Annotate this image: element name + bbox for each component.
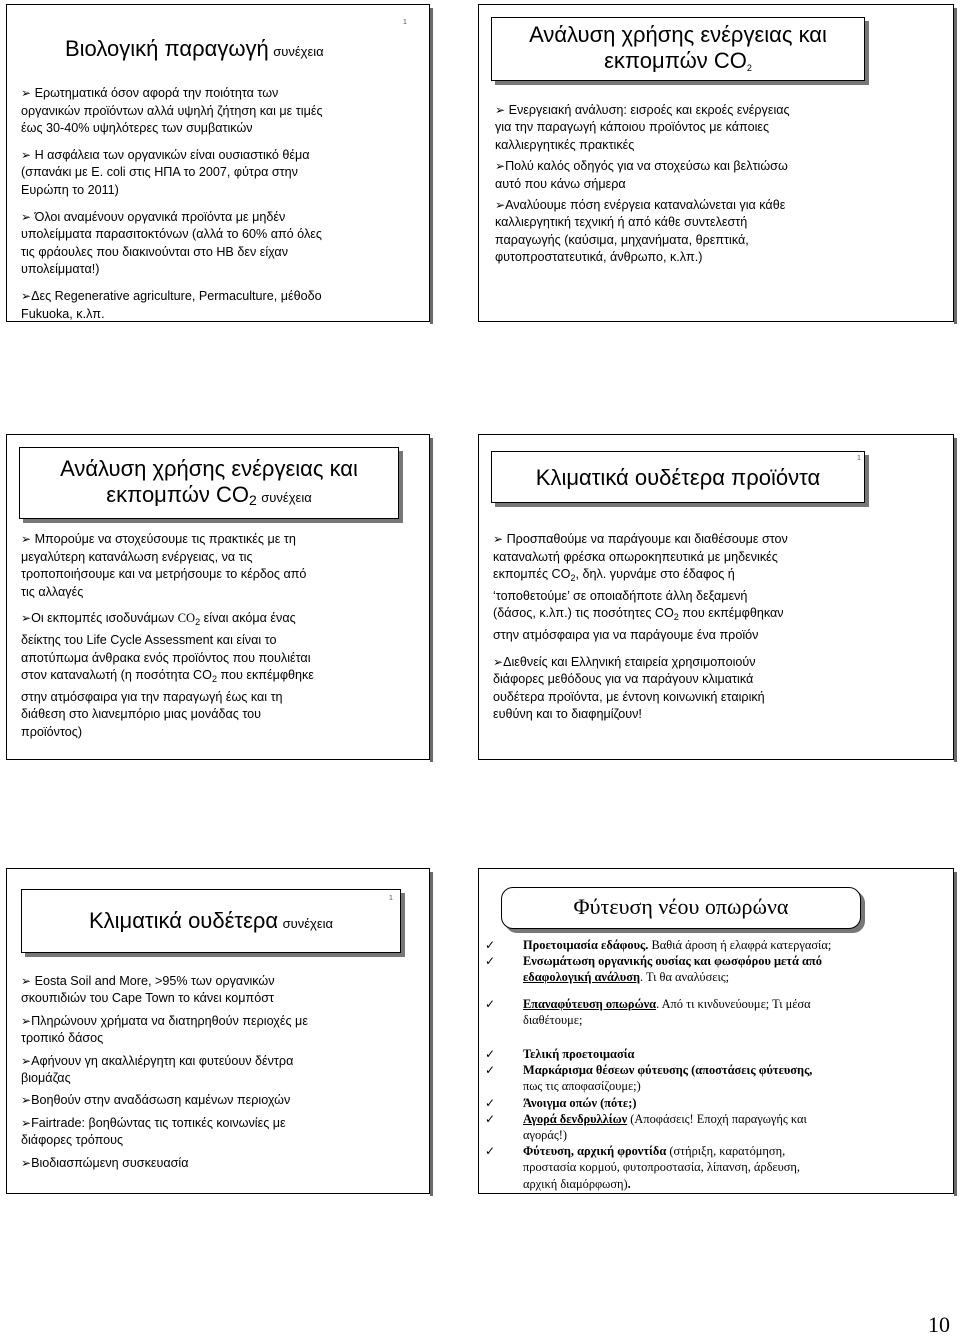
slide-mark: 1 bbox=[403, 19, 407, 26]
bullet: ➢Πολύ καλός οδηγός για να στοχεύσω και βελτιώσω bbox=[495, 159, 788, 174]
slide-mark: 1 bbox=[389, 895, 393, 902]
slide-3-body: ➢ Μπορούμε να στοχεύσουμε τις πρακτικές με τη μεγαλύτερη κατανάλωση ενέργειας, να τις τροποποιήσουμε και να μετρήσουμε το κέρδος από τις αλλαγές ➢Οι εκπομπές ισοδυνάμων $CO_2$ είναι ακόμα ένας δείκτης του Life Cycle Assessment και είναι το αποτύπωμα άνθρακα ενός προϊόντος που πουλιέται στον καταναλωτή (η ποσότητα $CO_2$ που εκπέμφθηκε στην ατμόσφαιρα για την παραγωγή έως και τη διάθεση στο λιανεμπόριο μιας μονάδας του προϊόντος) bbox=[21, 531, 421, 742]
bullet: ➢ Eosta Soil and More, >95% των οργανικών bbox=[21, 974, 275, 988]
bullet: ➢Βιοδιασπώμενη συσκευασία bbox=[21, 1155, 189, 1170]
bullet: ➢ Ερωτηματικά όσον αφορά την ποιότητα των bbox=[21, 86, 279, 100]
arrow-bullet-icon: ➢ bbox=[21, 611, 32, 626]
arrow-bullet-icon: ➢ bbox=[21, 974, 32, 988]
bullet: ➢Πληρώνουν χρήματα να διατηρηθούν περιοχές με bbox=[21, 1013, 308, 1028]
checkmark-icon: ✓ bbox=[485, 1111, 496, 1126]
bullet: ➢ Προσπαθούμε να παράγουμε και διαθέσουμε στον bbox=[493, 532, 788, 546]
check-item: ✓ Επαναφύτευση οπωρώνα. Από τι κινδυνεύουμε; Τι μέσα διαθέτουμε; bbox=[485, 996, 811, 1027]
arrow-bullet-icon: ➢ bbox=[21, 147, 32, 162]
slide-5-body: ➢ Eosta Soil and More, >95% των οργανικών σκουπιδιών του Cape Town το κάνει κομπόστ ➢Πληρώνουν χρήματα να διατηρηθούν περιοχές με τροπικό δάσος ➢Αφήνουν γη ακαλλιέργητη και φυτεύουν δέντρα βιομάζας ➢Βοηθούν στην αναδάσωση καμένων περιοχών ➢Fairtrade: βοηθώντας τις τοπικές κοινωνίες με διάφορες τρόπους ➢Βιοδιασπώμενη συσκευασία bbox=[21, 973, 421, 1172]
slide-1-body: ➢ Ερωτηματικά όσον αφορά την ποιότητα των οργανικών προϊόντων αλλά υψηλή ζήτηση και με τιμές έως 30-40% υψηλότερες των συμβατικών ➢ Η ασφάλεια των οργανικών είναι ουσιαστικό θέμα (σπανάκι με E. coli στις ΗΠΑ το 2007, φύτρα στην Ευρώπη το 2011) ➢ Όλοι αναμένουν οργανικά προϊόντα με μηδέν υπολείμματα παρασιτοκτόνων (αλλά το 60% από όλες τις φράουλες που διακινούνται στο ΗΒ δεν είχαν υπολείμματα!) ➢Δες Regenerative agriculture, Permaculture, μέθοδο Fukuoka, κ.λπ. bbox=[21, 85, 421, 322]
slide-4-title-text: Κλιματικά ουδέτερα προϊόντα bbox=[535, 465, 821, 490]
arrow-bullet-icon: ➢ bbox=[495, 198, 506, 213]
check-item: ✓ Προετοιμασία εδάφους. Βαθιά άροση ή ελαφρά κατεργασία; bbox=[485, 938, 832, 952]
arrow-bullet-icon: ➢ bbox=[495, 103, 506, 117]
bullet: ➢Οι εκπομπές ισοδυνάμων $CO_2$ είναι ακόμα ένας bbox=[21, 611, 296, 628]
check-item: ✓ Τελική προετοιμασία bbox=[485, 1047, 635, 1062]
slide-2 bbox=[478, 4, 954, 322]
check-item: ✓ Ενσωμάτωση οργανικής ουσίας και φωσφόρου μετά από εδαφολογική ανάλυση. Τι θα αναλύσεις; bbox=[485, 954, 822, 985]
slide-2-body: ➢ Ενεργειακή ανάλυση: εισροές και εκροές ενέργειας για την παραγωγή κάποιου προϊόντος με κάποιες καλλιεργητικές πρακτικές ➢Πολύ καλός οδηγός για να στοχεύσω και βελτιώσω αυτό που κάνω σήμερα ➢Αναλύουμε πόση ενέργεια καταναλώνεται για κάθε καλλιεργητική τεχνική ή από κάθε συντελεστή παραγωγής (καύσιμα, μηχανήματα, θρεπτικά, φυτοπροστατευτικά, άνθρωπο, κ.λπ.) bbox=[495, 102, 915, 267]
arrow-bullet-icon: ➢ bbox=[21, 209, 32, 224]
slide-5-title bbox=[21, 889, 401, 953]
arrow-bullet-icon: ➢ bbox=[495, 159, 506, 174]
arrow-bullet-icon: ➢ bbox=[493, 654, 504, 669]
slide-5 bbox=[6, 868, 430, 1194]
bullet: ➢ Η ασφάλεια των οργανικών είναι ουσιαστικό θέμα bbox=[21, 147, 310, 162]
check-item: ✓ Αγορά δενδρυλλίων (Αποφάσεις! Εποχή παραγωγής και αγοράς!) bbox=[485, 1111, 807, 1143]
arrow-bullet-icon: ➢ bbox=[21, 532, 32, 546]
bullet: ➢Αφήνουν γη ακαλλιέργητη και φυτεύουν δέντρα bbox=[21, 1053, 294, 1068]
checkmark-icon: ✓ bbox=[485, 1047, 496, 1062]
slide-2-title-line1: Ανάλυση χρήσης ενέργειας και bbox=[529, 22, 827, 47]
checkmark-icon: ✓ bbox=[485, 938, 496, 952]
bullet: ➢Fairtrade: βοηθώντας τις τοπικές κοινωνίες με bbox=[21, 1115, 286, 1130]
bullet: ➢ Μπορούμε να στοχεύσουμε τις πρακτικές με τη bbox=[21, 532, 296, 546]
bullet: ➢Διεθνείς και Ελληνική εταιρεία χρησιμοποιούν bbox=[493, 654, 756, 669]
bullet: ➢ Όλοι αναμένουν οργανικά προϊόντα με μηδέν bbox=[21, 209, 286, 224]
slide-6-title-text: Φύτευση νέου οπωρώνα bbox=[573, 894, 789, 919]
slide-5-title-main: Κλιματικά ουδέτερα bbox=[88, 908, 279, 933]
check-item: ✓ Μαρκάρισμα θέσεων φύτευσης (αποστάσεις φύτευσης, πως τις αποφασίζουμε;) bbox=[485, 1063, 813, 1094]
slide-5-title-suffix: συνέχεια bbox=[282, 916, 334, 931]
arrow-bullet-icon: ➢ bbox=[21, 1013, 32, 1028]
checkmark-icon: ✓ bbox=[485, 954, 496, 969]
slide-1 bbox=[6, 4, 430, 322]
arrow-bullet-icon: ➢ bbox=[21, 1093, 32, 1108]
slide-2-title bbox=[491, 17, 865, 81]
arrow-bullet-icon: ➢ bbox=[493, 532, 504, 546]
slide-2-title-line2: εκπομπών $CO_2$ bbox=[604, 48, 752, 73]
slide-4 bbox=[478, 434, 954, 760]
bullet: ➢ Ενεργειακή ανάλυση: εισροές και εκροές ενέργειας bbox=[495, 103, 790, 117]
bullet: ➢Δες Regenerative agriculture, Permaculture, μέθοδο bbox=[21, 288, 322, 303]
check-item: ✓ Άνοιγμα οπών (πότε;) bbox=[485, 1095, 637, 1110]
slide-1-title-suffix: συνέχεια bbox=[273, 44, 324, 59]
slide-6-checklist bbox=[485, 937, 925, 1192]
slide-6-title bbox=[501, 887, 861, 929]
slide-1-title-main: Βιολογική παραγωγή bbox=[65, 36, 269, 61]
slide-4-title bbox=[491, 451, 865, 503]
slide-3-title bbox=[19, 447, 399, 519]
arrow-bullet-icon: ➢ bbox=[21, 1053, 32, 1068]
slide-4-body: ➢ Προσπαθούμε να παράγουμε και διαθέσουμε στον καταναλωτή φρέσκα οπωροκηπευτικά με μηδενικές εκπομπές $CO_2$, δηλ. γυρνάμε στο έδαφος ή ‘τοποθετούμε’ σε οποιαδήποτε άλλη δεξαμενή (δάσος, κ.λπ.) τις ποσότητες $CO_2$ που εκπέμφθηκαν στην ατμόσφαιρα για να παράγουμε ένα προϊόν ➢Διεθνείς και Ελληνική εταιρεία χρησιμοποιούν διάφορες μεθόδους για να παράγουν κλιματικά ουδέτερα προϊόντα, με έντονη κοινωνική εταιρική ευθύνη και το διαφημίζουν! bbox=[493, 531, 923, 724]
slide-1-title bbox=[65, 36, 324, 62]
arrow-bullet-icon: ➢ bbox=[21, 86, 32, 100]
arrow-bullet-icon: ➢ bbox=[21, 1115, 32, 1130]
page-number: 10 bbox=[928, 1312, 950, 1337]
slide-6 bbox=[478, 868, 954, 1194]
checkmark-icon: ✓ bbox=[485, 1063, 496, 1078]
arrow-bullet-icon: ➢ bbox=[21, 288, 32, 303]
slide-mark: 1 bbox=[857, 455, 861, 462]
checkmark-icon: ✓ bbox=[485, 1095, 496, 1110]
bullet: ➢Αναλύουμε πόση ενέργεια καταναλώνεται για κάθε bbox=[495, 198, 786, 213]
slide-3-title-line2: εκπομπών $CO_2$ συνέχεια bbox=[106, 482, 312, 508]
bullet: ➢Βοηθούν στην αναδάσωση καμένων περιοχών bbox=[21, 1093, 291, 1108]
check-item: ✓ Φύτευση, αρχική φροντίδα (στήριξη, καρατόμηση, προστασία κορμού, φυτοπροστασία, λίπανση, άρδευση, αρχική διαμόρφωση). bbox=[485, 1144, 801, 1191]
slide-3-title-line1: Ανάλυση χρήσης ενέργειας και bbox=[60, 456, 358, 481]
checkmark-icon: ✓ bbox=[485, 1144, 496, 1159]
arrow-bullet-icon: ➢ bbox=[21, 1155, 32, 1170]
checkmark-icon: ✓ bbox=[485, 996, 496, 1011]
slide-3 bbox=[6, 434, 430, 760]
